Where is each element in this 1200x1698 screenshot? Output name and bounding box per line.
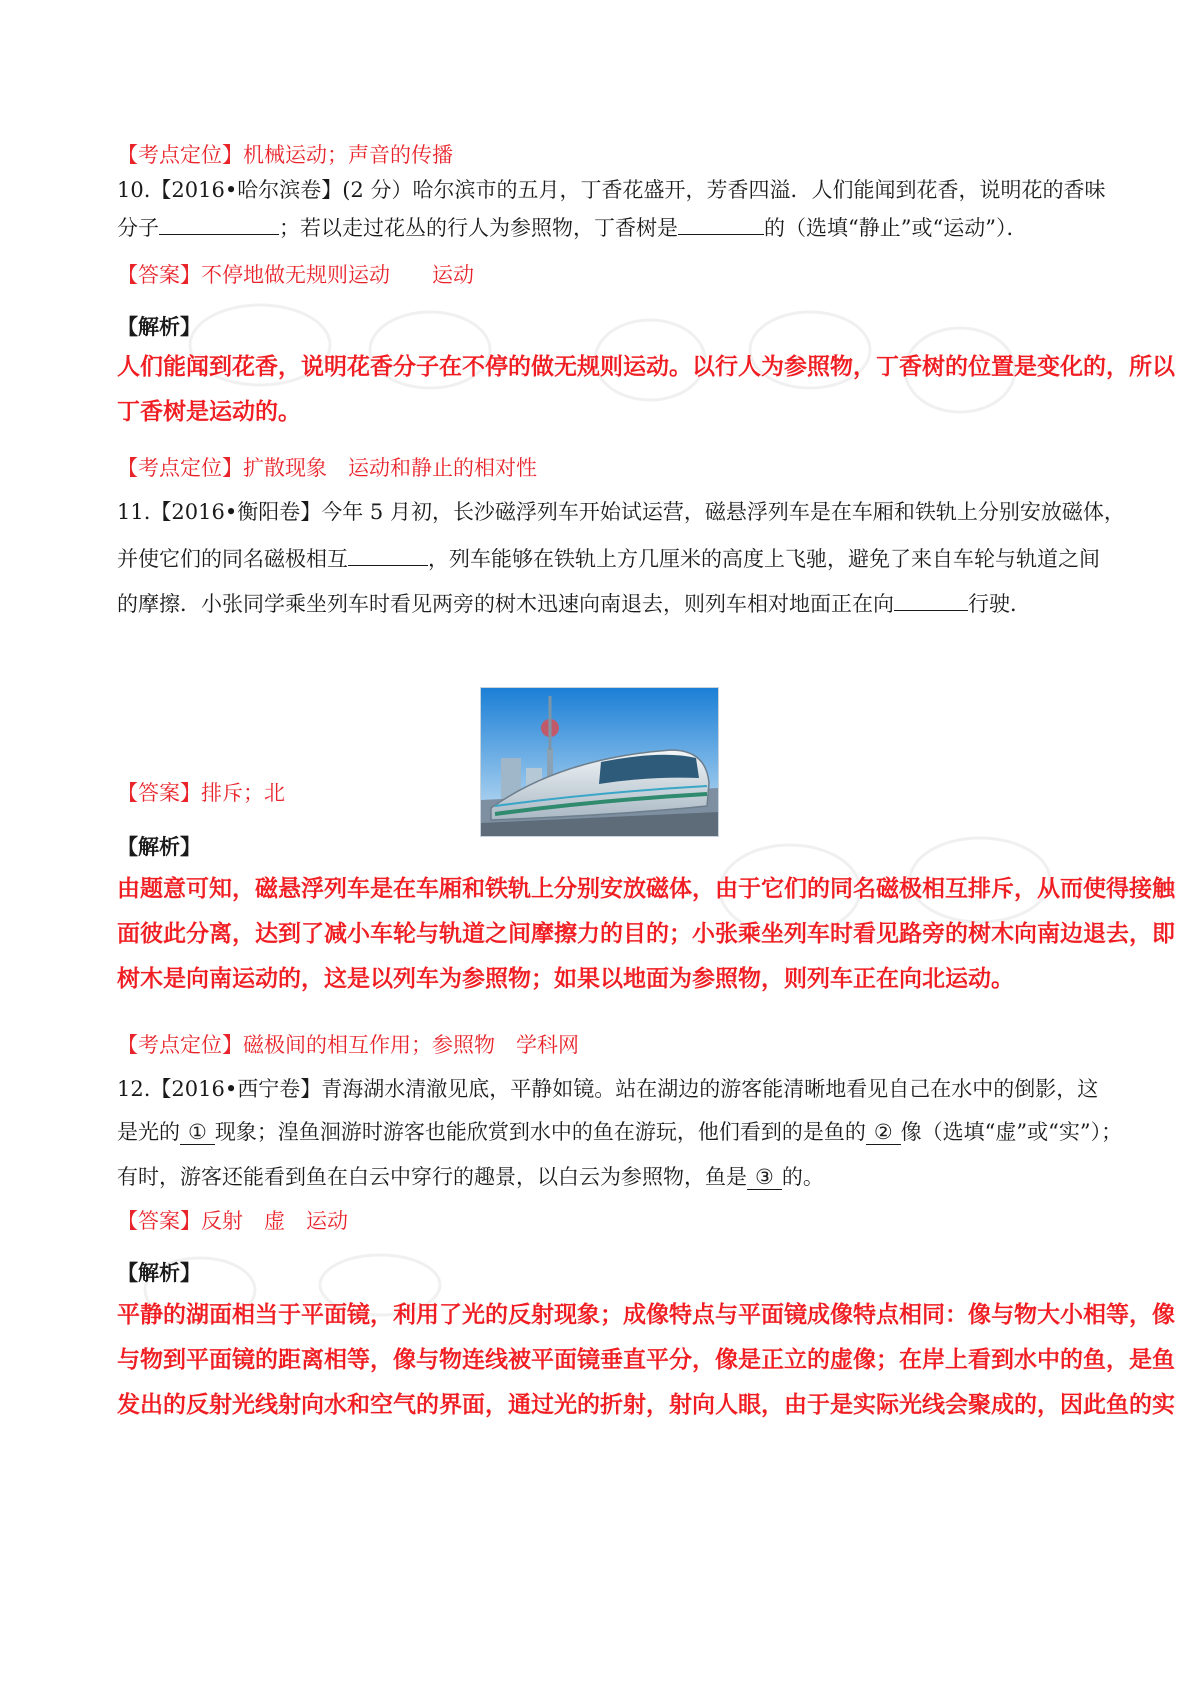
q10-topic-tag: 【考点定位】扩散现象 运动和静止的相对性 [117, 456, 537, 480]
q12-stem-line3 [117, 1162, 824, 1192]
q11-answer [117, 778, 285, 808]
q10-answer [117, 260, 474, 290]
q11-analysis-line1: 由题意可知，磁悬浮列车是在车厢和铁轨上分别安放磁体，由于它们的同名磁极相互排斥，从而使得接触 [117, 876, 1175, 902]
q12-blank-3: ③ [747, 1165, 782, 1190]
q12-text: 有时，游客还能看到鱼在白云中穿行的趣景，以白云为参照物，鱼是 [117, 1165, 747, 1189]
maglev-train-image [480, 687, 719, 837]
answer-label: 【答案】 [117, 781, 201, 805]
q11-stem-line1: 11.【2016•衡阳卷】今年 5 月初，长沙磁浮列车开始试运营，磁悬浮列车是在车厢和铁轨上分别安放磁体， [117, 500, 1125, 524]
q12-text: 现象；湟鱼洄游时游客也能欣赏到水中的鱼在游玩，他们看到的是鱼的 [214, 1120, 866, 1144]
q12-text: 是光的 [117, 1120, 180, 1144]
q11-blank-2 [894, 588, 968, 611]
watermark-stamp [140, 290, 520, 410]
q10-stem-line1: 10.【2016•哈尔滨卷】(2 分）哈尔滨市的五月，丁香花盛开，芳香四溢．人们能闻到花香，说明花的香味 [117, 178, 1106, 202]
q11-text: 的摩擦．小张同学乘坐列车时看见两旁的树木迅速向南退去，则列车相对地面正在向 [117, 592, 894, 616]
answer-label: 【答案】 [117, 1209, 201, 1233]
q10-text: ；若以走过花丛的行人为参照物，丁香树是 [279, 216, 678, 240]
q12-text: 像（选填“虚”或“实”）； [900, 1120, 1123, 1144]
q12-stem-line2 [117, 1117, 1122, 1147]
q12-analysis-line1: 平静的湖面相当于平面镜，利用了光的反射现象；成像特点与平面镜成像特点相同：像与物大小相等，像 [117, 1302, 1175, 1328]
answer-text: 反射 虚 运动 [201, 1209, 348, 1233]
q10-stem-line2 [117, 212, 1027, 243]
q11-blank-1 [348, 543, 428, 566]
q12-analysis-line2: 与物到平面镜的距离相等，像与物连线被平面镜垂直平分，像是正立的虚像；在岸上看到水中的鱼，是鱼 [117, 1347, 1175, 1373]
q12-answer [117, 1206, 348, 1236]
q11-text: 行驶． [968, 592, 1031, 616]
q10-text: 分子 [117, 216, 159, 240]
q11-stem-line2 [117, 543, 1100, 574]
q12-text: 的。 [781, 1165, 824, 1189]
answer-text: 不停地做无规则运动 运动 [201, 263, 474, 287]
q11-text: ，列车能够在铁轨上方几厘米的高度上飞驰，避免了来自车轮与轨道之间 [428, 547, 1100, 571]
q12-blank-1: ① [180, 1120, 215, 1145]
answer-text: 排斥；北 [201, 781, 285, 805]
answer-label: 【答案】 [117, 263, 201, 287]
q10-analysis-heading: 【解析】 [117, 315, 201, 339]
q11-text: 并使它们的同名磁极相互 [117, 547, 348, 571]
q11-analysis-heading: 【解析】 [117, 835, 201, 859]
q11-topic-tag: 【考点定位】磁极间的相互作用；参照物 学科网 [117, 1033, 579, 1057]
q10-text: 的（选填“静止”或“运动”）． [764, 216, 1028, 240]
q10-blank-2 [678, 212, 764, 235]
q12-analysis-line3: 发出的反射光线射向水和空气的界面，通过光的折射，射向人眼，由于是实际光线会聚成的，因此鱼的实 [117, 1392, 1175, 1418]
q11-analysis-line2: 面彼此分离，达到了减小车轮与轨道之间摩擦力的目的；小张乘坐列车时看见路旁的树木向南边退去，即 [117, 921, 1175, 947]
q12-blank-2: ② [866, 1120, 901, 1145]
q10-analysis-line2: 丁香树是运动的。 [117, 399, 301, 425]
maglev-train-photo-icon [481, 688, 718, 836]
q9-topic-tag: 【考点定位】机械运动；声音的传播 [117, 143, 453, 167]
q12-analysis-heading: 【解析】 [117, 1261, 201, 1285]
q12-stem-line1: 12.【2016•西宁卷】青海湖水清澈见底，平静如镜。站在湖边的游客能清晰地看见自己在水中的倒影，这 [117, 1077, 1099, 1101]
q11-stem-line3 [117, 588, 1031, 619]
q10-blank-1 [159, 212, 279, 235]
q10-analysis-line1: 人们能闻到花香，说明花香分子在不停的做无规则运动。以行人为参照物，丁香树的位置是变化的，所以 [117, 354, 1175, 380]
q11-analysis-line3: 树木是向南运动的，这是以列车为参照物；如果以地面为参照物，则列车正在向北运动。 [117, 966, 1014, 992]
